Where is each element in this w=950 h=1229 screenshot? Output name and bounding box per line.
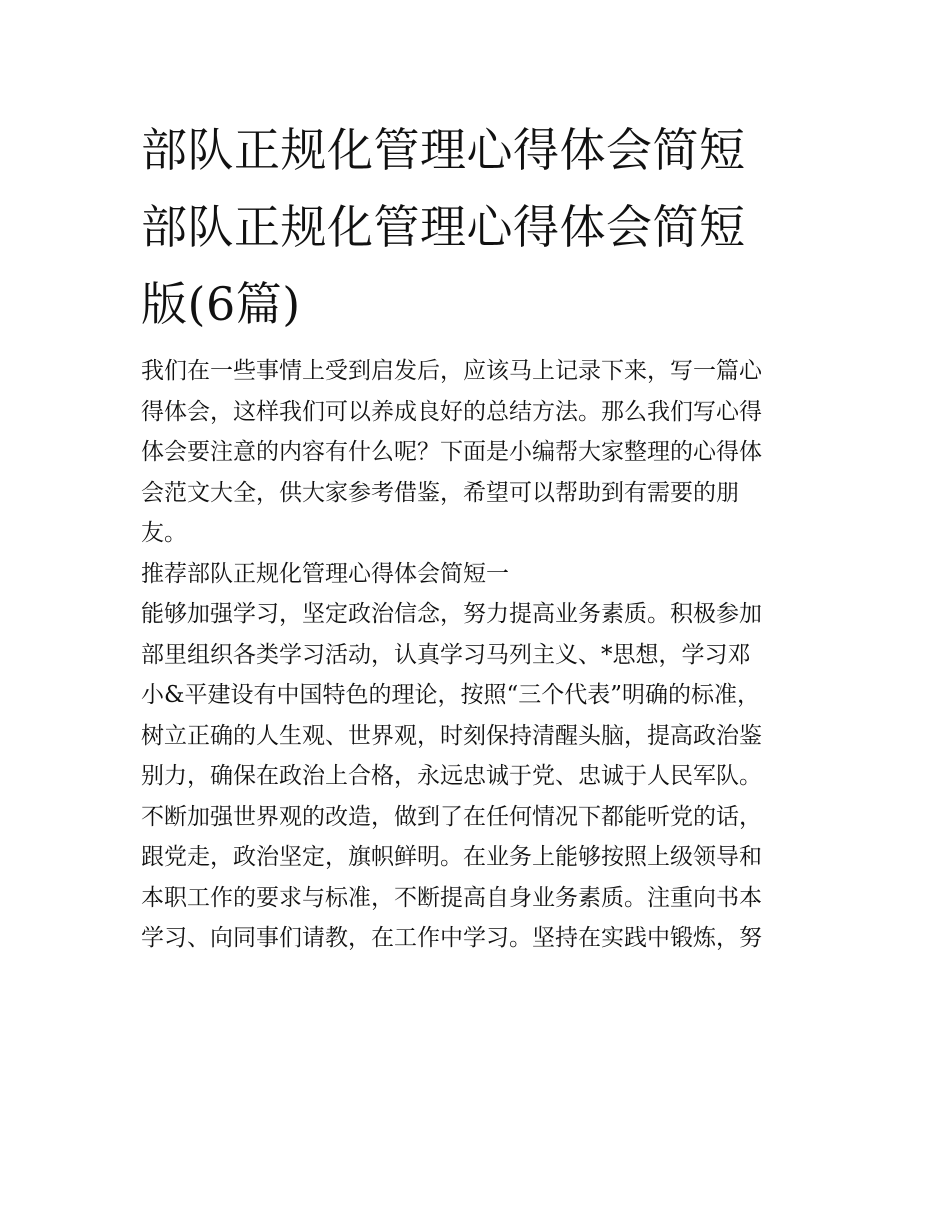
intro-line: 体会要注意的内容有什么呢？下面是小编帮大家整理的心得体 <box>141 439 762 465</box>
title-line-3: 版(6篇) <box>141 277 301 331</box>
body-line: 能够加强学习，坚定政治信念，努力提高业务素质。积极参加 <box>141 601 762 627</box>
title-line-1: 部队正规化管理心得体会简短 <box>141 123 746 177</box>
intro-line: 会范文大全，供大家参考借鉴，希望可以帮助到有需要的朋 <box>141 479 739 506</box>
body-line: 部里组织各类学习活动，认真学习马列主义、*思想，学习邓 <box>141 641 751 668</box>
document-title <box>141 112 813 343</box>
body-paragraph <box>141 594 813 959</box>
body-line: 别力，确保在政治上合格，永远忠诚于党、忠诚于人民军队。 <box>141 763 762 789</box>
body-line: 本职工作的要求与标准，不断提高自身业务素质。注重向书本 <box>141 884 762 911</box>
body-line: 树立正确的人生观、世界观，时刻保持清醒头脑，提高政治鉴 <box>141 722 762 749</box>
body-line: 不断加强世界观的改造，做到了在任何情况下都能听党的话， <box>141 803 762 830</box>
document-content <box>141 112 813 959</box>
body-line: 跟党走，政治坚定，旗帜鲜明。在业务上能够按照上级领导和 <box>141 844 762 870</box>
body-line: 学习、向同事们请教，在工作中学习。坚持在实践中锻炼，努 <box>141 925 762 951</box>
document-body <box>141 351 813 959</box>
section-heading: 推荐部队正规化管理心得体会简短一 <box>141 560 509 587</box>
intro-paragraph <box>141 351 813 554</box>
intro-line: 得体会，这样我们可以养成良好的总结方法。那么我们写心得 <box>141 398 762 425</box>
intro-line: 我们在一些事情上受到启发后，应该马上记录下来，写一篇心 <box>141 358 762 384</box>
body-line: 小&平建设有中国特色的理论，按照“三个代表”明确的标准， <box>141 682 760 708</box>
intro-line: 友。 <box>141 520 187 546</box>
title-line-2: 部队正规化管理心得体会简短 <box>141 200 746 254</box>
